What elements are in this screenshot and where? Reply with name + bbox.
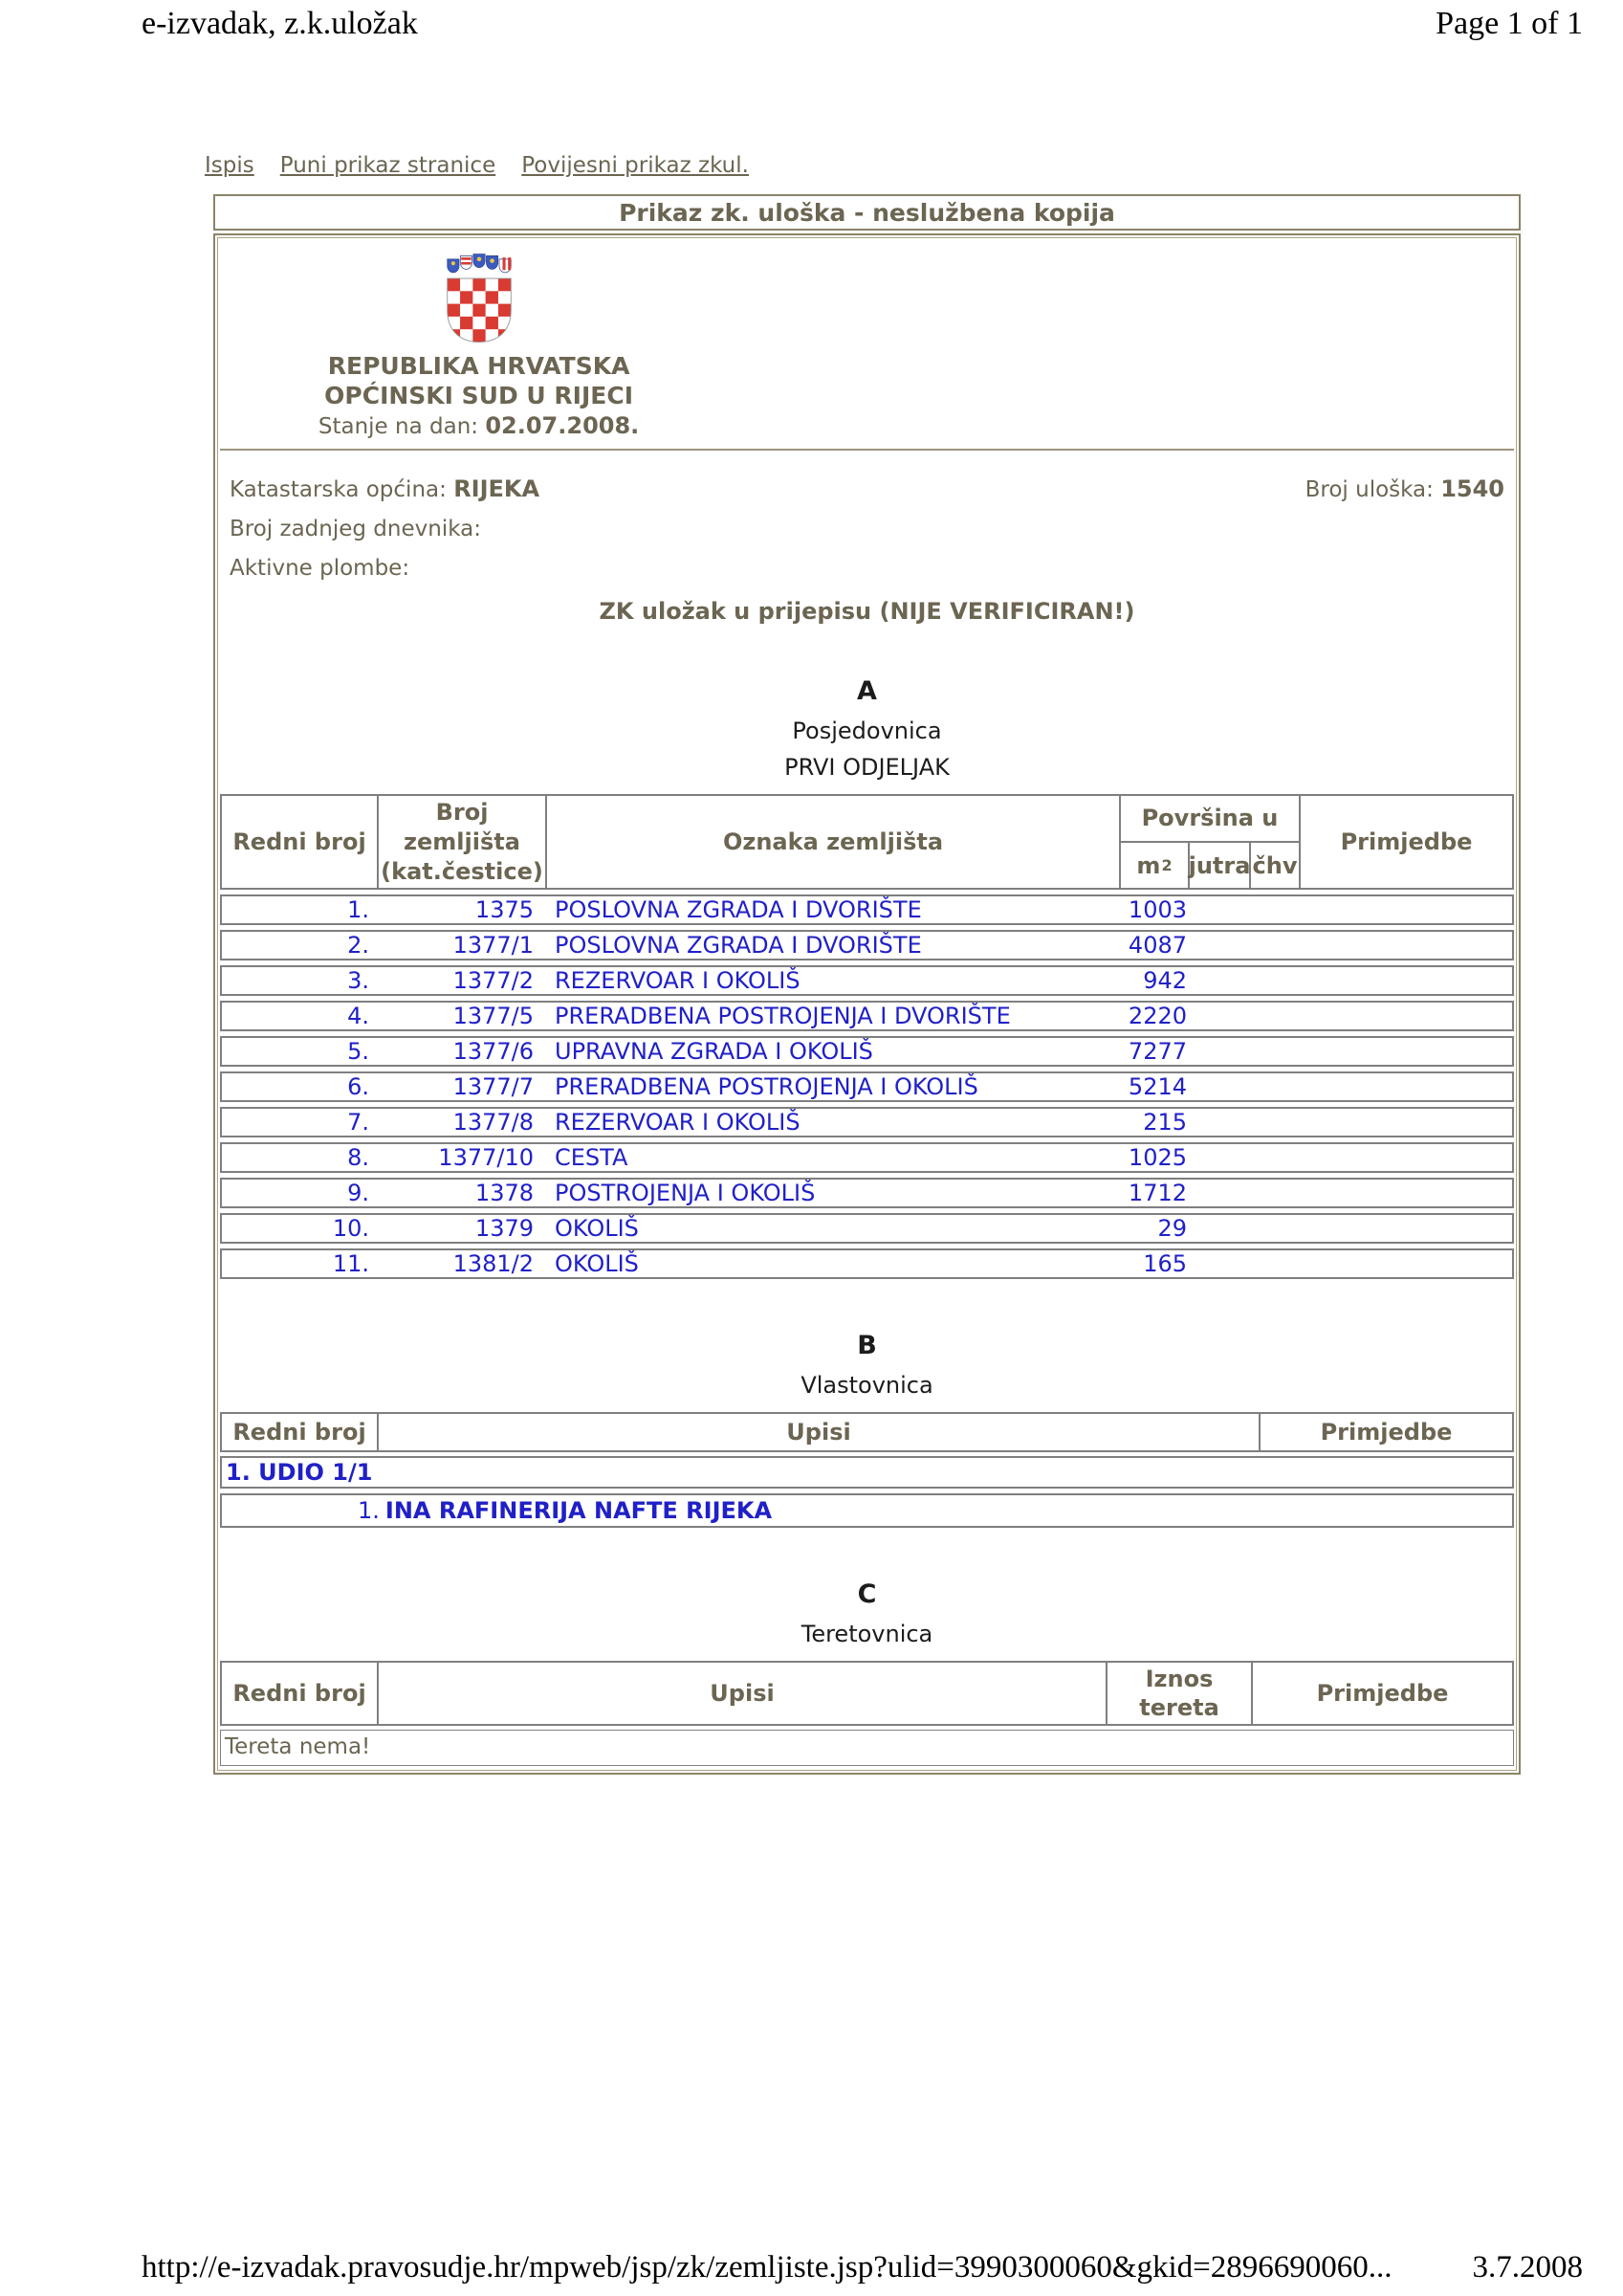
cell-primjedbe — [1299, 1003, 1512, 1029]
owner-index: 1. — [358, 1497, 380, 1524]
section-a-title: Posjedovnica — [792, 718, 942, 744]
section-c-title: Teretovnica — [801, 1621, 933, 1647]
col-header-redni-broj: Redni broj — [222, 796, 379, 888]
cell-primjedbe — [1299, 1180, 1512, 1206]
cell-oznaka: REZERVOAR I OKOLIŠ — [555, 967, 801, 994]
cell-jutra — [1190, 1073, 1251, 1100]
cell-primjedbe — [1299, 967, 1512, 994]
link-puni-prikaz[interactable]: Puni prikaz stranice — [279, 153, 496, 178]
cell-chv — [1251, 1003, 1299, 1029]
print-header-title: e-izvadak, z.k.uložak — [142, 6, 418, 41]
cell-broj-zemljista: 1377/7 — [452, 1073, 534, 1100]
cell-redni-broj: 2. — [347, 932, 369, 959]
cell-primjedbe — [1299, 1215, 1512, 1242]
state-date-value: 02.07.2008. — [485, 412, 640, 439]
main-box — [213, 233, 1521, 1775]
print-header-page: Page 1 of 1 — [1436, 6, 1583, 41]
cell-primjedbe — [1299, 1073, 1512, 1100]
cell-oznaka: PRERADBENA POSTROJENJA I DVORIŠTE — [555, 1003, 1011, 1029]
table-row — [220, 1213, 1514, 1244]
cell-redni-broj: 11. — [332, 1250, 369, 1277]
print-footer-url: http://e-izvadak.pravosudje.hr/mpweb/jsp/zk/zemljiste.jsp?ulid=3990300060&gkid=2896690060... — [142, 2250, 1393, 2285]
cell-primjedbe — [1299, 932, 1512, 959]
cell-redni-broj: 6. — [347, 1073, 369, 1100]
cell-broj-zemljista: 1377/5 — [452, 1003, 534, 1029]
cell-redni-broj: 1. — [347, 896, 369, 923]
cadastral-value: RIJEKA — [453, 475, 540, 502]
table-row — [220, 1248, 1514, 1279]
active-seals-label: Aktivne plombe: — [230, 556, 410, 581]
link-povijesni-prikaz[interactable]: Povijesni prikaz zkul. — [521, 153, 749, 178]
table-row — [220, 1001, 1514, 1031]
col-header-m2: m 2 — [1121, 843, 1190, 888]
table-a-rows — [220, 894, 1514, 1279]
cell-oznaka: REZERVOAR I OKOLIŠ — [555, 1109, 801, 1136]
state-date-line — [220, 412, 737, 439]
cell-redni-broj: 9. — [347, 1180, 369, 1206]
cell-primjedbe — [1299, 1109, 1512, 1136]
cell-broj-zemljista: 1377/2 — [452, 967, 534, 994]
cell-chv — [1251, 1073, 1299, 1100]
col-header-primjedbe: Primjedbe — [1340, 828, 1473, 855]
print-footer — [142, 2250, 1583, 2285]
section-a-letter: A — [857, 676, 877, 706]
print-footer-date: 3.7.2008 — [1472, 2250, 1583, 2285]
owner-name: INA RAFINERIJA NAFTE RIJEKA — [384, 1497, 773, 1524]
cell-redni-broj: 10. — [332, 1215, 369, 1242]
col-header-broj-zemljista: Broj zemljišta (kat.čestice) — [379, 796, 547, 888]
table-row — [220, 1071, 1514, 1102]
cell-redni-broj: 4. — [347, 1003, 369, 1029]
cell-chv — [1251, 896, 1299, 923]
cell-redni-broj: 8. — [347, 1144, 369, 1171]
cell-m2: 1003 — [1128, 896, 1187, 923]
section-a-subtitle: PRVI ODJELJAK — [784, 754, 950, 781]
cell-jutra — [1190, 1215, 1251, 1242]
ownership-share-row: 1. UDIO 1/1 — [220, 1456, 1514, 1489]
povrsina-u-label: Površina u — [1121, 796, 1299, 843]
no-encumbrances-row: Tereta nema! — [220, 1730, 1514, 1766]
folio-info — [220, 451, 1514, 625]
cell-m2: 165 — [1143, 1250, 1187, 1277]
folio-number: Broj uloška: 1540 — [1305, 475, 1504, 502]
cell-oznaka: POSTROJENJA I OKOLIŠ — [555, 1180, 816, 1206]
last-journal-label: Broj zadnjeg dnevnika: — [230, 517, 481, 541]
cell-primjedbe — [1299, 1144, 1512, 1171]
cell-broj-zemljista: 1375 — [474, 896, 534, 923]
print-header — [142, 6, 1583, 42]
cell-m2: 29 — [1157, 1215, 1187, 1242]
table-row — [220, 965, 1514, 996]
table-b-header — [220, 1412, 1514, 1452]
col-header-redni-broj: Redni broj — [222, 1663, 379, 1724]
cell-jutra — [1190, 1250, 1251, 1277]
table-row — [220, 1107, 1514, 1137]
cell-jutra — [1190, 1109, 1251, 1136]
transcript-note: ZK uložak u prijepisu (NIJE VERIFICIRAN!) — [599, 598, 1135, 625]
section-c-letter: C — [857, 1579, 877, 1609]
cell-m2: 2220 — [1128, 1003, 1187, 1029]
cell-broj-zemljista: 1377/10 — [438, 1144, 534, 1171]
cell-jutra — [1190, 932, 1251, 959]
cell-broj-zemljista: 1377/6 — [452, 1038, 534, 1065]
cell-chv — [1251, 1038, 1299, 1065]
cell-chv — [1251, 1180, 1299, 1206]
cell-m2: 942 — [1143, 967, 1187, 994]
section-b-title: Vlastovnica — [801, 1372, 933, 1399]
cell-jutra — [1190, 1038, 1251, 1065]
croatia-coat-of-arms-icon — [437, 252, 521, 345]
cell-oznaka: POSLOVNA ZGRADA I DVORIŠTE — [555, 896, 922, 923]
cell-redni-broj: 5. — [347, 1038, 369, 1065]
court-header — [220, 238, 737, 439]
cell-chv — [1251, 967, 1299, 994]
main-inner — [217, 237, 1517, 1771]
cell-oznaka: POSLOVNA ZGRADA I DVORIŠTE — [555, 932, 922, 959]
cell-broj-zemljista: 1377/8 — [452, 1109, 534, 1136]
cell-broj-zemljista: 1381/2 — [452, 1250, 534, 1277]
cell-m2: 1025 — [1128, 1144, 1187, 1171]
cell-jutra — [1190, 896, 1251, 923]
col-header-upisi: Upisi — [379, 1663, 1108, 1724]
cell-jutra — [1190, 967, 1251, 994]
section-b-letter: B — [857, 1331, 877, 1360]
cell-broj-zemljista: 1379 — [474, 1215, 534, 1242]
cell-oznaka: PRERADBENA POSTROJENJA I OKOLIŠ — [555, 1073, 978, 1100]
col-header-redni-broj: Redni broj — [222, 1414, 379, 1450]
document — [213, 194, 1521, 1775]
cell-m2: 1712 — [1128, 1180, 1187, 1206]
cell-jutra — [1190, 1180, 1251, 1206]
cell-chv — [1251, 1215, 1299, 1242]
cell-chv — [1251, 1109, 1299, 1136]
court-name: OPĆINSKI SUD U RIJECI — [324, 382, 634, 409]
col-header-povrsina — [1121, 796, 1301, 888]
col-header-jutra: jutra — [1190, 843, 1251, 888]
col-header-iznos-tereta: Iznos tereta — [1108, 1663, 1253, 1724]
col-header-primjedbe: Primjedbe — [1320, 1419, 1453, 1446]
cadastral-municipality: Katastarska općina: RIJEKA — [230, 475, 540, 502]
cell-oznaka: UPRAVNA ZGRADA I OKOLIŠ — [555, 1038, 873, 1065]
folio-info-line-1 — [230, 475, 1504, 502]
table-a-header — [220, 794, 1514, 890]
cell-primjedbe — [1299, 1038, 1512, 1065]
table-c-header — [220, 1661, 1514, 1726]
cell-oznaka: OKOLIŠ — [555, 1250, 639, 1277]
cell-jutra — [1190, 1003, 1251, 1029]
col-header-upisi: Upisi — [379, 1414, 1261, 1450]
cell-redni-broj: 7. — [347, 1109, 369, 1136]
cell-chv — [1251, 932, 1299, 959]
cell-broj-zemljista: 1377/1 — [452, 932, 534, 959]
cell-m2: 7277 — [1128, 1038, 1187, 1065]
cell-chv — [1251, 1250, 1299, 1277]
cell-m2: 5214 — [1128, 1073, 1187, 1100]
link-ispis[interactable]: Ispis — [205, 153, 254, 178]
cell-oznaka: OKOLIŠ — [555, 1215, 639, 1242]
country-name: REPUBLIKA HRVATSKA — [327, 352, 630, 380]
cell-broj-zemljista: 1378 — [474, 1180, 534, 1206]
col-header-primjedbe: Primjedbe — [1316, 1680, 1449, 1707]
table-row — [220, 894, 1514, 925]
document-title-bar: Prikaz zk. uloška - neslužbena kopija — [213, 194, 1521, 231]
col-header-oznaka: Oznaka zemljišta — [547, 796, 1121, 888]
cell-jutra — [1190, 1144, 1251, 1171]
table-row — [220, 1036, 1514, 1067]
table-row — [220, 930, 1514, 960]
folio-value: 1540 — [1440, 475, 1504, 502]
state-date-label: Stanje na dan: — [318, 414, 486, 439]
col-header-chv: čhv — [1252, 851, 1298, 879]
cell-primjedbe — [1299, 896, 1512, 923]
cell-m2: 215 — [1143, 1109, 1187, 1136]
cell-m2: 4087 — [1128, 932, 1187, 959]
nav-links — [205, 153, 749, 178]
cell-redni-broj: 3. — [347, 967, 369, 994]
table-row — [220, 1178, 1514, 1208]
table-row — [220, 1142, 1514, 1173]
cell-primjedbe — [1299, 1250, 1512, 1277]
cell-chv — [1251, 1144, 1299, 1171]
owner-row — [220, 1493, 1514, 1528]
cell-oznaka: CESTA — [555, 1144, 628, 1171]
